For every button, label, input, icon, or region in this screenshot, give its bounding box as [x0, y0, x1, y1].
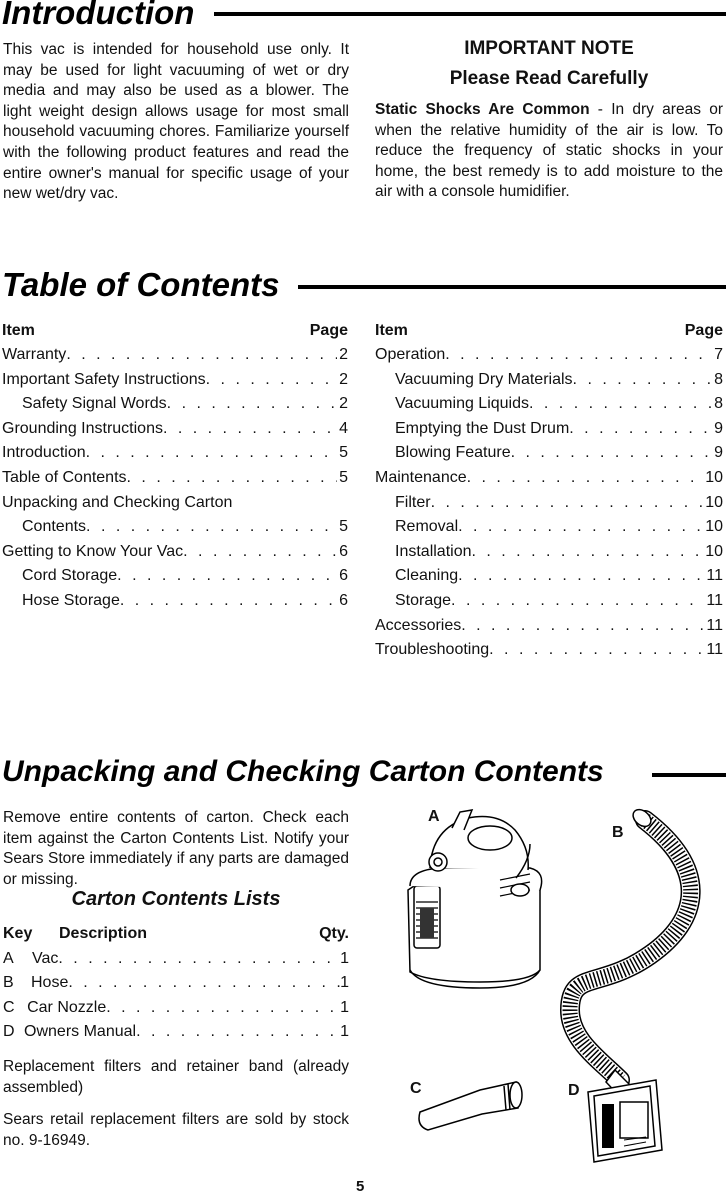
toc-entry-label: Vacuuming Dry Materials [395, 370, 573, 388]
toc-entry-page: 9 [714, 419, 723, 437]
toc-entry-label: Removal [395, 518, 459, 536]
toc-entry-page: 4 [339, 419, 348, 437]
toc-entry-label: Cord Storage [22, 567, 118, 585]
toc-entry-page: 8 [714, 370, 723, 388]
toc-entry-page: 11 [706, 567, 723, 585]
toc-leader-dots [86, 441, 337, 466]
toc-entry [2, 466, 348, 491]
toc-entry-page: 11 [706, 591, 723, 609]
toc-entry-page: 10 [705, 493, 723, 511]
toc-leader-dots [117, 564, 337, 589]
toc-entry [2, 491, 348, 516]
toc-leader-dots [183, 540, 337, 565]
toc-entry-page: 5 [339, 518, 348, 536]
toc-entry-page: 2 [339, 346, 348, 363]
toc-heading: Table of Contents [2, 266, 280, 303]
toc-entry [375, 491, 723, 516]
carton-item-description: Owners Manual [24, 1023, 137, 1040]
toc-leader-dots [489, 638, 704, 663]
toc-leader-dots [163, 417, 337, 442]
toc-leader-dots [120, 589, 337, 614]
carton-item-leader-dots [58, 947, 340, 972]
toc-entry [375, 564, 723, 589]
carton-item-key: A [3, 949, 14, 967]
key-header: Key [3, 925, 33, 942]
important-note-title: IMPORTANT NOTE [464, 38, 634, 59]
toc-entry-label: Troubleshooting [375, 641, 490, 659]
toc-entry-label: Safety Signal Words [22, 395, 167, 413]
toc-entry-page: 11 [706, 616, 723, 634]
toc-leader-dots [511, 441, 712, 466]
carton-item-leader-dots [106, 996, 340, 1021]
toc-right-header [375, 322, 723, 340]
toc-leader-dots [86, 515, 337, 540]
toc-entry [2, 441, 348, 466]
toc-left-header [2, 322, 348, 340]
carton-item-qty: 1 [340, 998, 349, 1016]
sears-filters-note: Sears retail replacement filters are sold by stock no. 9-16949. [3, 1111, 349, 1149]
toc-entry-page: 6 [339, 591, 348, 609]
label-c: C [410, 1080, 422, 1097]
toc-entry-label: Cleaning [395, 567, 459, 585]
carton-item-description: Car Nozzle [27, 998, 107, 1016]
toc-entry-page: 8 [714, 395, 723, 413]
toc-entry-label: Installation [395, 542, 472, 560]
carton-item-leader-dots [68, 971, 340, 996]
toc-entry [375, 638, 723, 663]
toc-leader-dots [458, 515, 703, 540]
toc-leader-dots [431, 491, 704, 516]
introduction-heading: Introduction [2, 0, 195, 31]
toc-right-column [375, 322, 723, 663]
toc-entry-label: Emptying the Dust Drum [395, 419, 570, 437]
toc-entry [375, 343, 723, 368]
toc-entry [375, 417, 723, 442]
toc-entry-label: Blowing Feature [395, 444, 511, 462]
label-d: D [568, 1082, 580, 1099]
toc-entry [375, 589, 723, 614]
toc-entry [375, 515, 723, 540]
carton-item-qty: 1 [340, 974, 349, 991]
toc-entry-label: Warranty [2, 346, 67, 363]
description-header: Description [59, 925, 148, 942]
toc-entry-page: 11 [706, 641, 723, 659]
carton-item-description: Hose [31, 974, 69, 991]
toc-page-header: Page [309, 322, 348, 339]
carton-item-qty: 1 [340, 949, 349, 967]
toc-entry-page: 6 [339, 542, 348, 560]
toc-page-header: Page [684, 322, 723, 339]
toc-leader-dots [445, 343, 712, 368]
important-note-text [375, 100, 723, 203]
toc-entry [2, 540, 348, 565]
important-note-lead: Static Shocks Are Common [375, 101, 590, 118]
toc-leader-dots [467, 466, 704, 491]
toc-entry [2, 368, 348, 393]
carton-contents-header [3, 922, 349, 947]
toc-entry-label: Grounding Instructions [2, 419, 163, 437]
toc-entry-label: Unpacking and Checking Carton [2, 493, 233, 511]
toc-entry-page: 7 [714, 346, 723, 363]
toc-entry-label: Hose Storage [22, 591, 120, 609]
carton-contents-table [3, 922, 349, 1045]
toc-entry [2, 515, 348, 540]
toc-rule [298, 285, 726, 289]
carton-contents-title: Carton Contents Lists [71, 888, 281, 910]
unpacking-text: Remove entire contents of carton. Check each item against the Carton Contents List. Notify your Sears Store immediately if any parts are damaged or missing. [3, 809, 349, 888]
toc-entry-label: Introduction [2, 444, 86, 462]
toc-entry-label: Filter [395, 493, 431, 511]
toc-entry [2, 417, 348, 442]
unpacking-heading: Unpacking and Checking Carton Contents [2, 755, 604, 788]
toc-leader-dots [529, 392, 712, 417]
toc-leader-dots [66, 343, 337, 368]
vac-illustration [408, 810, 542, 988]
replacement-filters-note: Replacement filters and retainer band (already assembled) [3, 1058, 349, 1096]
toc-leader-dots [461, 614, 704, 639]
hose-illustration [570, 806, 691, 1105]
carton-item-row [3, 996, 349, 1021]
toc-entry-label: Accessories [375, 616, 462, 634]
owners-manual-illustration [588, 1080, 662, 1162]
important-note-subtitle: Please Read Carefully [449, 68, 649, 89]
toc-leader-dots [206, 368, 337, 393]
carton-item-row [3, 971, 349, 996]
toc-entry-label: Getting to Know Your Vac [2, 542, 184, 560]
toc-leader-dots [458, 564, 704, 589]
toc-entry-label: Operation [375, 346, 446, 363]
carton-item-leader-dots [136, 1020, 340, 1045]
qty-header: Qty. [319, 925, 349, 942]
toc-leader-dots [451, 589, 704, 614]
toc-entry-page: 10 [705, 518, 723, 536]
toc-entry-label: Table of Contents [2, 468, 127, 486]
toc-leader-dots [569, 417, 712, 442]
introduction-text: This vac is intended for household use only. It may be used for light vacuuming of wet or dry media and may also be used as a blower. The light weight design allows usage for most small household vacuuming chores. Familiarize yourself with the following product features and read the entire owner's manual for specific usage of your new wet/dry vac. [3, 41, 349, 203]
toc-entry [375, 466, 723, 491]
toc-entry-page: 6 [339, 567, 348, 585]
toc-leader-dots [167, 392, 337, 417]
toc-entry-page: 5 [339, 468, 348, 486]
carton-item-qty: 1 [340, 1023, 349, 1040]
carton-item-row [3, 947, 349, 972]
toc-entry [375, 540, 723, 565]
toc-entry-page: 10 [705, 468, 723, 486]
toc-entry-label: Storage [395, 591, 452, 609]
toc-item-header: Item [375, 322, 408, 339]
toc-entry-page: 2 [339, 395, 348, 413]
important-note-body: - In dry areas or when the relative humidity of the air is low. To reduce the frequency of static shocks in your home, the best remedy is to add moisture to the air with a console humidifier. [375, 101, 723, 201]
page-number: 5 [356, 1178, 365, 1195]
toc-entry [375, 392, 723, 417]
toc-entry [2, 343, 348, 368]
carton-item-key: D [3, 1023, 15, 1040]
toc-entry-label: Contents [22, 518, 87, 536]
carton-contents-illustration [380, 790, 726, 1170]
carton-item-key: C [3, 998, 15, 1016]
toc-entry-page: 9 [714, 444, 723, 462]
toc-entry [2, 564, 348, 589]
label-b: B [612, 824, 624, 841]
introduction-rule [214, 12, 726, 16]
toc-entry [2, 392, 348, 417]
toc-entry [375, 441, 723, 466]
toc-entry-page: 10 [705, 542, 723, 560]
label-a: A [428, 808, 440, 825]
toc-entry-page: 2 [339, 370, 348, 388]
toc-right-list [375, 343, 723, 663]
carton-contents-rows [3, 947, 349, 1045]
carton-item-key: B [3, 974, 14, 991]
toc-entry-label: Important Safety Instructions [2, 370, 206, 388]
toc-entry-label: Maintenance [375, 468, 467, 486]
carton-item-row [3, 1020, 349, 1045]
toc-entry-label: Vacuuming Liquids [395, 395, 530, 413]
toc-entry [375, 614, 723, 639]
toc-leader-dots [127, 466, 338, 491]
toc-entry [375, 368, 723, 393]
toc-left-column [2, 322, 348, 614]
toc-leader-dots [573, 368, 713, 393]
carton-item-description: Vac [32, 949, 59, 967]
toc-item-header: Item [2, 322, 35, 339]
toc-entry-page: 5 [339, 444, 348, 462]
toc-entry [2, 589, 348, 614]
car-nozzle-illustration [419, 1082, 522, 1130]
toc-leader-dots [472, 540, 704, 565]
toc-left-list [2, 343, 348, 614]
unpacking-rule [652, 773, 726, 777]
